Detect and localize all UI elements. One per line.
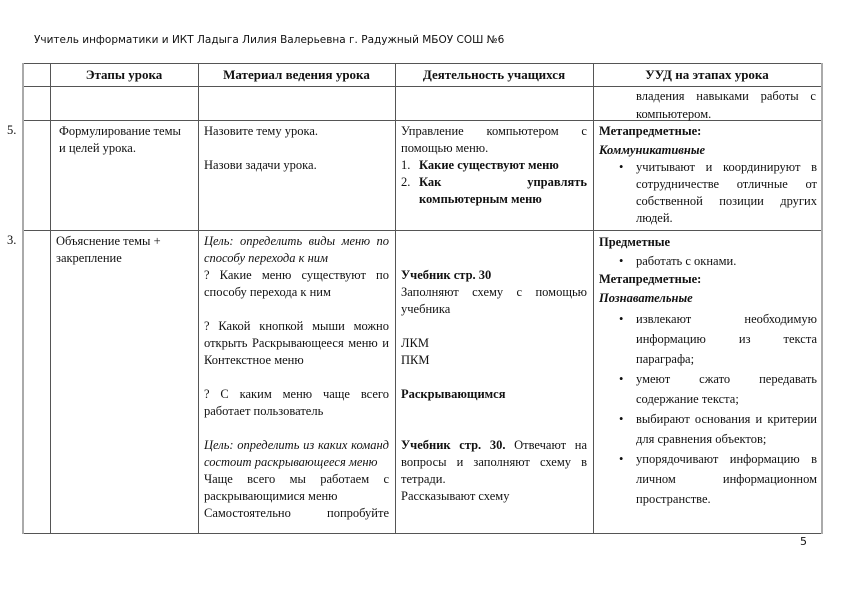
activity-answer: Раскрывающимся [401,387,506,401]
row2-stage: Формулирование темы и целей урока. [59,124,181,155]
uud-subheading: Познавательные [599,290,693,305]
material-text: Чаще всего мы работаем с раскрывающимися меню [204,472,389,503]
page-number: 5 [800,535,807,548]
uud-heading: Метапредметные: [599,124,702,138]
uud-subheading: Коммуникативные [599,143,706,157]
column-header-stages: Этапы урока [85,67,163,82]
activity-list-item: 1. Какие существуют меню [401,158,559,172]
material-line: Назови задачи урока. [204,158,317,172]
activity-text: ЛКМ [401,336,429,350]
activity-text: Заполняют схему с помощью учебника [401,285,587,316]
question: ? Какие меню существуют по способу перехода к ним [204,268,389,299]
column-header-uud: УУД на этапах урока [645,67,769,82]
uud-item: • извлекают необходимую информацию из текста параграфа; [599,309,817,369]
column-header-material: Материал ведения урока [223,67,370,82]
activity-intro: Управление компьютером с помощью меню. [401,124,587,155]
material-text: Самостоятельно попробуйте [204,506,389,520]
row2-uud [599,123,817,227]
uud-item: • выбирают основания и критерии для сравнения объектов; [599,409,817,449]
row3-stage: Объяснение темы + закрепление [56,234,161,265]
row-number: 3. [7,233,17,247]
row2-activity [401,123,587,208]
activity-text: Учебник стр. 30. Отвечают на вопросы и заполняют схему в тетради. [401,438,587,486]
row3-material [204,233,389,522]
uud-heading: Предметные [599,235,671,249]
material-line: Назовите тему урока. [204,124,319,138]
goal-text: Цель: определить из каких команд состоит раскрывающееся меню [204,438,389,469]
uud-item: • работать с окнами. [599,252,817,271]
column-header-activity: Деятельность учащихся [422,67,566,82]
row-number: 5. [7,123,17,137]
textbook-ref: Учебник стр. 30 [401,268,492,282]
row3-activity [401,267,587,505]
row3-uud [599,233,817,509]
activity-text: ПКМ [401,353,430,367]
activity-list-item: 2. Как управлять компьютерным меню [401,175,587,206]
goal-text: Цель: определить виды меню по способу перехода к ним [204,234,389,265]
row1-uud: владения навыками работы с компьютером. [636,89,816,121]
question: ? С каким меню чаще всего работает пользователь [204,387,389,418]
activity-text: Рассказывают схему [401,489,510,503]
row2-material [204,123,389,174]
page-header: Учитель информатики и ИКТ Ладыга Лилия Валерьевна г. Радужный МБОУ СОШ №6 [34,34,505,46]
uud-item: • умеют сжато передавать содержание текста; [599,369,817,409]
question: ? Какой кнопкой мыши можно открыть Раскрывающееся меню и Контекстное меню [204,319,389,367]
uud-item: • учитывают и координируют в сотрудничестве отличные от собственной позиции других людей. [599,159,817,227]
uud-item: • упорядочивают информацию в личном информационном пространстве. [599,449,817,509]
uud-heading: Метапредметные: [599,272,702,286]
